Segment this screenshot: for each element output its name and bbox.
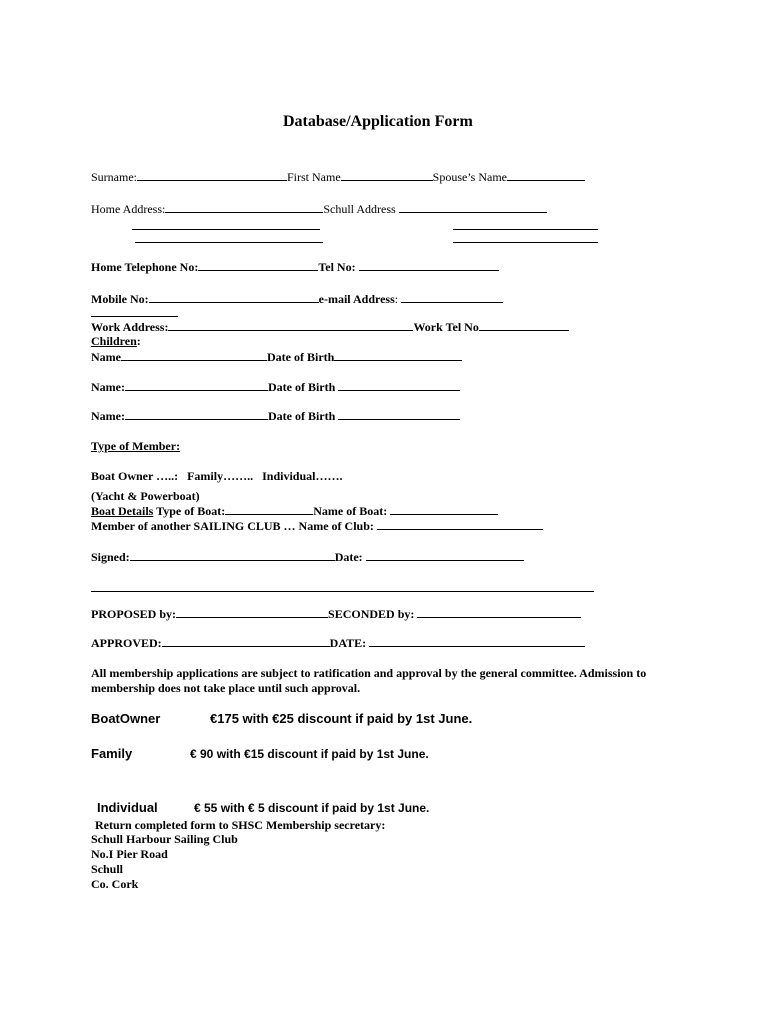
tel-field[interactable] <box>359 259 499 271</box>
boat-details-label: Boat Details <box>91 504 154 518</box>
child-1-dob-field[interactable] <box>334 349 462 361</box>
name-of-boat-field[interactable] <box>390 503 498 515</box>
fee-boatowner-label: BoatOwner <box>91 711 161 726</box>
child-2-name-label: Name: <box>91 380 125 394</box>
member-type-options[interactable]: Boat Owner …..: Family…….. Individual……. <box>91 469 343 483</box>
surname-label: Surname: <box>91 170 137 184</box>
club-county: Co. Cork <box>91 877 139 891</box>
date-field[interactable] <box>366 549 524 561</box>
child-3-name-label: Name: <box>91 409 125 423</box>
children-colon: : <box>136 334 141 348</box>
child-2-name-field[interactable] <box>125 379 268 391</box>
work-tel-label: Work Tel No <box>413 320 479 334</box>
member-type-heading: Type of Member: <box>91 439 181 453</box>
work-address-row <box>91 319 569 335</box>
separator-short <box>91 316 178 317</box>
fee-family-label: Family <box>91 746 133 761</box>
club-street: No.I Pier Road <box>91 847 168 861</box>
office-use-divider <box>91 591 594 592</box>
form-title: Database/Application Form <box>283 113 473 130</box>
child-3-dob-field[interactable] <box>338 408 460 420</box>
approved-row <box>91 635 585 651</box>
boat-details-row <box>91 503 498 519</box>
first-name-label: First Name <box>287 170 341 184</box>
child-1-name-label: Name <box>91 350 121 364</box>
spouse-name-field[interactable] <box>507 169 585 181</box>
signed-field[interactable] <box>130 549 335 561</box>
seconded-field[interactable] <box>417 606 581 618</box>
schull-address-label: Schull Address <box>323 202 396 216</box>
signed-row <box>91 549 524 565</box>
children-label: Children <box>91 334 137 348</box>
child-3-name-field[interactable] <box>125 408 268 420</box>
children-heading <box>91 334 141 349</box>
other-club-row <box>91 518 543 534</box>
first-name-field[interactable] <box>341 169 433 181</box>
notice-line-1: All membership applications are subject to ratification and approval by the general committee. Admission to <box>91 666 647 680</box>
work-tel-field[interactable] <box>479 319 569 331</box>
fee-family-text: € 90 with €15 discount if paid by 1st June. <box>190 747 429 761</box>
email-colon: : <box>394 292 399 306</box>
child-2-dob-field[interactable] <box>338 379 460 391</box>
name-of-boat-label: Name of Boat: <box>313 504 388 518</box>
fee-individual-text: € 55 with € 5 discount if paid by 1st June. <box>194 801 430 815</box>
tel-label: Tel No: <box>318 260 356 274</box>
approved-field[interactable] <box>162 635 330 647</box>
club-town: Schull <box>91 862 124 876</box>
child-3-dob-label: Date of Birth <box>267 409 336 423</box>
fee-boatowner-text: €175 with €25 discount if paid by 1st June. <box>210 711 473 726</box>
work-address-field[interactable] <box>168 319 413 331</box>
return-instruction: Return completed form to SHSC Membership secretary: <box>95 818 386 832</box>
work-address-label: Work Address: <box>91 320 169 334</box>
signed-label: Signed: <box>91 550 130 564</box>
type-of-boat-field[interactable] <box>225 503 313 515</box>
home-address-label: Home Address: <box>91 202 166 216</box>
surname-field[interactable] <box>137 169 287 181</box>
notice-line-2: membership does not take place until such approval. <box>91 681 361 695</box>
child-1-name-field[interactable] <box>121 349 267 361</box>
seconded-label: SECONDED by: <box>328 607 415 621</box>
home-address-line-3[interactable] <box>135 242 323 243</box>
mobile-label: Mobile No: <box>91 292 149 306</box>
home-telephone-label: Home Telephone No: <box>91 260 199 274</box>
child-1-dob-label: Date of Birth <box>267 350 335 364</box>
club-name: Schull Harbour Sailing Club <box>91 832 238 846</box>
date-label: Date: <box>334 550 363 564</box>
approved-date-field[interactable] <box>369 635 585 647</box>
child-row-3 <box>91 408 460 424</box>
email-field[interactable] <box>401 291 503 303</box>
schull-address-line-2[interactable] <box>453 229 598 230</box>
proposed-row <box>91 606 581 622</box>
home-address-field[interactable] <box>165 201 323 213</box>
surname-row <box>91 169 585 185</box>
other-club-label: Member of another SAILING CLUB … Name of Club: <box>91 519 374 533</box>
approved-date-label: DATE: <box>329 636 367 650</box>
proposed-label: PROPOSED by: <box>91 607 177 621</box>
home-telephone-field[interactable] <box>198 259 318 271</box>
child-2-dob-label: Date of Birth <box>267 380 336 394</box>
mobile-field[interactable] <box>149 291 319 303</box>
child-row-1 <box>91 349 462 365</box>
fee-individual-label: Individual <box>97 800 158 815</box>
spouse-name-label: Spouse’s Name <box>432 170 507 184</box>
type-of-boat-label: Type of Boat: <box>153 504 226 518</box>
schull-address-field[interactable] <box>399 201 547 213</box>
home-telephone-row <box>91 259 499 275</box>
home-address-line-2[interactable] <box>132 229 320 230</box>
yacht-powerboat-note: (Yacht & Powerboat) <box>91 489 200 503</box>
proposed-field[interactable] <box>176 606 328 618</box>
approved-label: APPROVED: <box>91 636 162 650</box>
other-club-field[interactable] <box>377 518 543 530</box>
mobile-row <box>91 291 503 307</box>
child-row-2 <box>91 379 460 395</box>
email-label: e-mail Address <box>318 292 395 306</box>
schull-address-line-3[interactable] <box>453 242 598 243</box>
home-address-row <box>91 201 547 217</box>
